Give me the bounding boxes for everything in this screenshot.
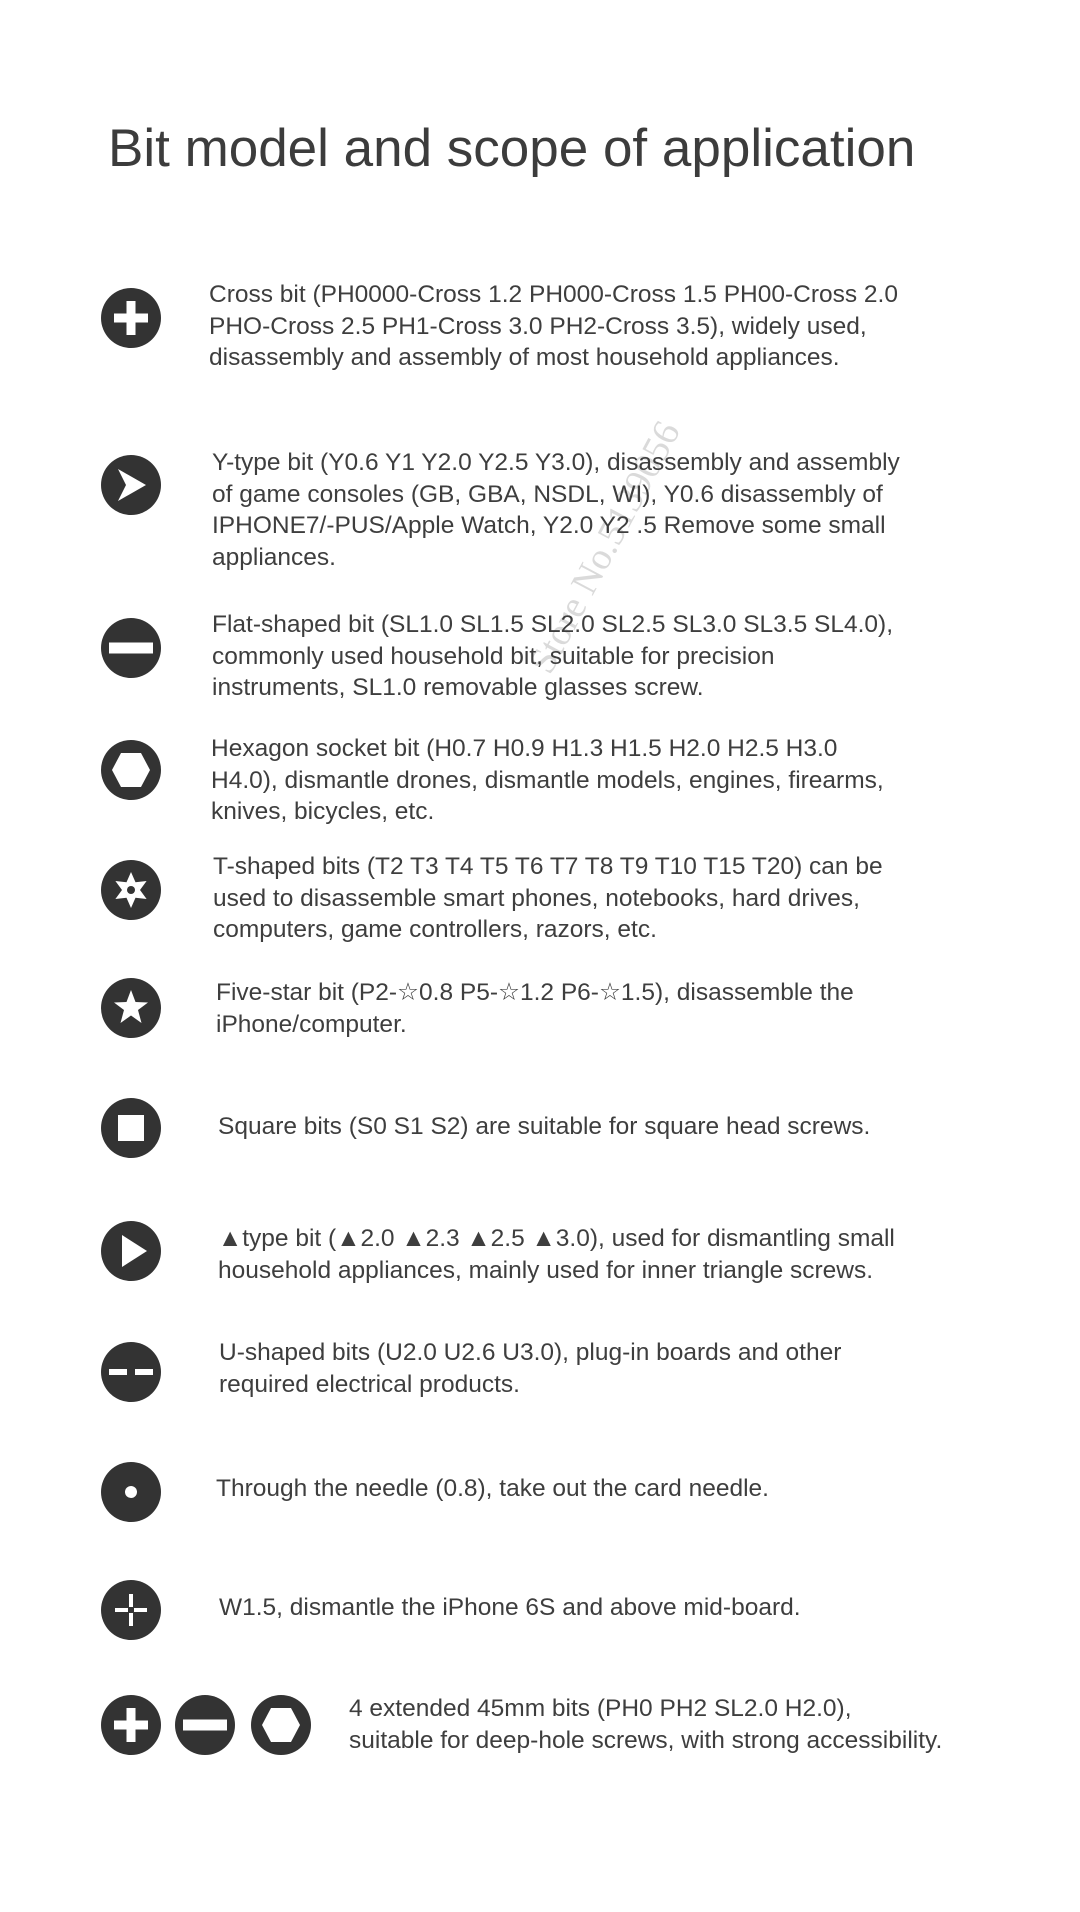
description-line: iPhone/computer. [216,1010,407,1038]
item-description [212,609,893,704]
item-description [216,977,854,1040]
description-line: Hexagon socket bit (H0.7 H0.9 H1.3 H1.5 H2.0 H2.5 H3.0 [211,735,838,762]
description-line: appliances. [212,543,336,571]
description-line: U-shaped bits (U2.0 U2.6 U3.0), plug-in boards and other [219,1339,842,1366]
hexagon-icon [101,740,161,800]
description-line: Cross bit (PH0000-Cross 1.2 PH000-Cross 1.5 PH00-Cross 2.0 [209,281,898,308]
item-description [209,279,898,374]
description-line: ▲type bit (▲2.0 ▲2.3 ▲2.5 ▲3.0), used for dismantling small [218,1225,895,1252]
flat-icon [175,1695,235,1755]
w-bit-icon [101,1580,161,1640]
store-watermark: Store No.5139056 [520,414,689,681]
item-description [212,447,900,573]
description-line: required electrical products. [219,1370,520,1398]
description-line: T-shaped bits (T2 T3 T4 T5 T6 T7 T8 T9 T10 T15 T20) can be [213,853,883,880]
description-line: IPHONE7/-PUS/Apple Watch, Y2.0 Y2 .5 Remove some small [212,512,886,539]
triangle-icon [101,1221,161,1281]
u-shaped-icon [101,1342,161,1402]
description-line: disassembly and assembly of most household appliances. [209,344,840,371]
hexagon-icon [251,1695,311,1755]
description-line: computers, game controllers, razors, etc. [213,916,657,943]
description-line: 4 extended 45mm bits (PH0 PH2 SL2.0 H2.0), [349,1695,852,1722]
item-description [218,1111,870,1143]
description-line: commonly used household bit, suitable for precision [212,642,775,670]
description-line: Five-star bit (P2-☆0.8 P5-☆1.2 P6-☆1.5), disassemble the [216,979,854,1006]
item-description [213,851,883,946]
description-line: used to disassemble smart phones, notebooks, hard drives, [213,884,860,912]
description-line: PHO-Cross 2.5 PH1-Cross 3.0 PH2-Cross 3.5), widely used, [209,312,867,340]
description-line: of game consoles (GB, GBA, NSDL, WI), Y0.6 disassembly of [212,480,883,508]
description-line: suitable for deep-hole screws, with strong accessibility. [349,1726,943,1754]
cross-icon [101,1695,161,1755]
description-line: Square bits (S0 S1 S2) are suitable for square head screws. [218,1113,871,1140]
pentalobe-icon [101,978,161,1038]
item-description [216,1473,769,1505]
description-line: Y-type bit (Y0.6 Y1 Y2.0 Y2.5 Y3.0), disassembly and assembly [212,449,900,476]
description-line: H4.0), dismantle drones, dismantle models, engines, firearms, [211,766,884,794]
torx-icon [101,860,161,920]
item-description [349,1693,942,1756]
flat-icon [101,618,161,678]
description-line: instruments, SL1.0 removable glasses screw. [212,674,704,701]
description-line: W1.5, dismantle the iPhone 6S and above mid-board. [219,1594,801,1621]
item-description [218,1223,895,1286]
cross-icon [101,288,161,348]
description-line: Flat-shaped bit (SL1.0 SL1.5 SL2.0 SL2.5 SL3.0 SL3.5 SL4.0), [212,611,894,638]
needle-icon [101,1462,161,1522]
description-line: Through the needle (0.8), take out the card needle. [216,1475,769,1502]
description-line: household appliances, mainly used for inner triangle screws. [218,1256,874,1284]
item-description [211,733,884,828]
item-description [219,1337,841,1400]
y-type-icon [101,455,161,515]
description-line: knives, bicycles, etc. [211,798,435,825]
square-icon [101,1098,161,1158]
page-title: Bit model and scope of application [108,119,916,178]
item-description [219,1592,801,1624]
